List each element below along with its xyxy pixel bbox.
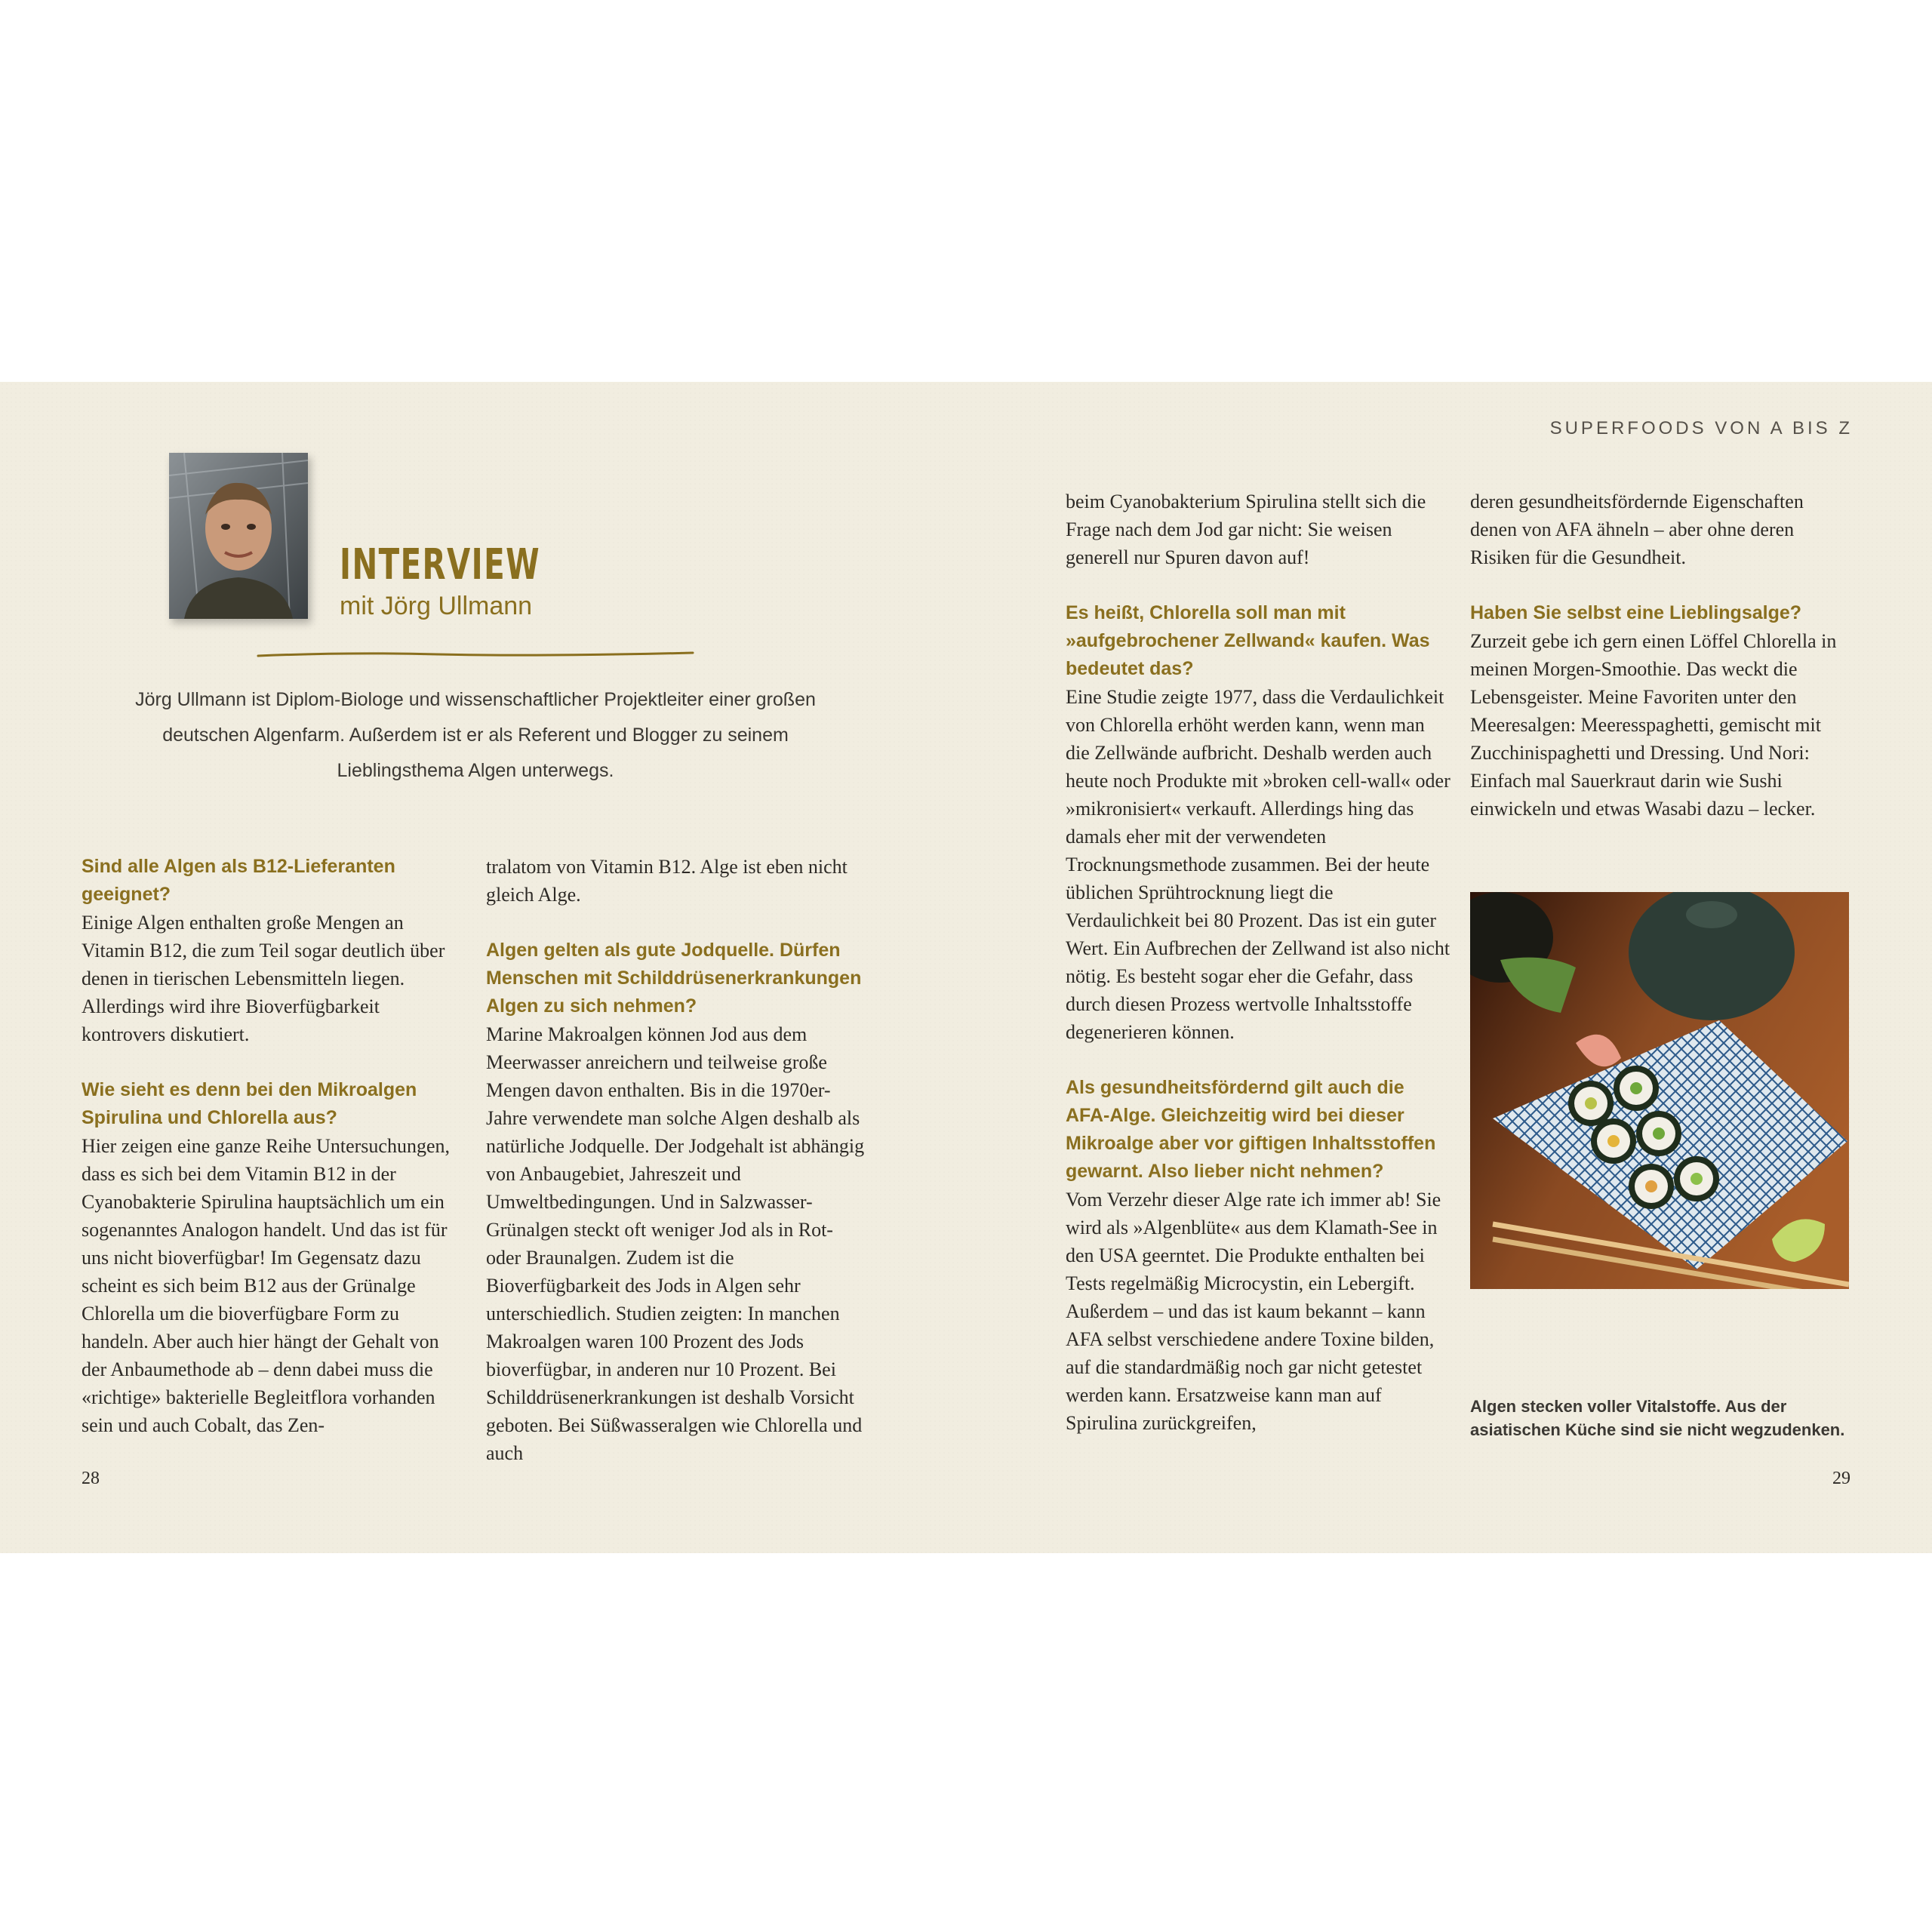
- question: Algen gelten als gute Jodquelle. Dürfen Menschen mit Schilddrüsenerkrankungen Algen zu sich nehmen?: [486, 940, 862, 1017]
- column-4: [1470, 488, 1855, 823]
- column-2: [486, 853, 871, 1467]
- column-3: [1066, 488, 1451, 1437]
- answer: Eine Studie zeigte 1977, dass die Verdaulichkeit von Chlorella erhöht werden kann, wenn man die Zellwände aufbricht. Deshalb werden auch heute noch Produkte mit »broken cell-wall« oder »mikronisiert« verkauft. Allerdings hing das damals eher mit der verwendeten Trocknungsmethode zusammen. Bei der heute üblichen Sprühtrocknung liegt die Verdaulichkeit bei 80 Prozent. Das ist ein guter Wert. Ein Aufbrechen der Zellwand ist also nicht nötig. Es besteht sogar eher die Gefahr, dass durch diesen Prozess wertvolle Inhaltsstoffe degenerieren können.: [1066, 686, 1451, 1043]
- interview-title: INTERVIEW: [340, 540, 541, 589]
- page-number-right: 29: [1832, 1469, 1850, 1488]
- question: Wie sieht es denn bei den Mikroalgen Spirulina und Chlorella aus?: [82, 1079, 417, 1128]
- interview-subtitle: mit Jörg Ullmann: [340, 592, 533, 620]
- running-head: SUPERFOODS VON A BIS Z: [1549, 418, 1853, 438]
- answer: deren gesundheitsfördernde Eigenschaften denen von AFA ähneln – aber ohne deren Risiken für die Gesundheit.: [1470, 491, 1804, 568]
- book-spread: [0, 382, 1932, 1553]
- photo-caption: Algen stecken voller Vitalstoffe. Aus der asiatischen Küche sind sie nicht wegzudenken.: [1470, 1397, 1845, 1439]
- question: Haben Sie selbst eine Lieblingsalge?: [1470, 602, 1802, 623]
- question: Als gesundheitsfördernd gilt auch die AFA-Alge. Gleichzeitig wird bei dieser Mikroalge aber vor giftigen Inhaltsstoffen gewarnt. Also lieber nicht nehmen?: [1066, 1077, 1436, 1182]
- column-1: [82, 853, 466, 1439]
- question: Es heißt, Chlorella soll man mit »aufgebrochener Zellwand« kaufen. Was bedeutet das?: [1066, 602, 1430, 679]
- intro-text: Jörg Ullmann ist Diplom-Biologe und wissenschaftlicher Projektleiter einer großen deutschen Algenfarm. Außerdem ist er als Referent und Blogger zu seinem Lieblingsthema Algen unterwegs.: [135, 689, 816, 781]
- divider-brush-line: [257, 649, 694, 660]
- answer: tralatom von Vitamin B12. Alge ist eben nicht gleich Alge.: [486, 856, 848, 906]
- answer: Marine Makroalgen können Jod aus dem Meerwasser anreichern und teilweise große Mengen davon enthalten. Bis in die 1970er-Jahre verwendete man solche Algen deshalb als natürliche Jodquelle. Der Jodgehalt ist abhängig von Anbaugebiet, Jahreszeit und Umweltbedingungen. Und in Salzwasser-Grünalgen steckt oft weniger Jod als in Rot- oder Braunalgen. Zudem ist die Bioverfügbarkeit des Jods in Algen sehr unterschiedlich. Studien zeigten: In manchen Makroalgen waren 100 Prozent des Jods bioverfügbar, in anderen nur 10 Prozent. Bei Schilddrüsenerkrankungen ist deshalb Vorsicht geboten. Bei Süßwasseralgen wie Chlorella und auch: [486, 1023, 865, 1464]
- answer: beim Cyanobakterium Spirulina stellt sich die Frage nach dem Jod gar nicht: Sie weisen generell nur Spuren davon auf!: [1066, 491, 1426, 568]
- answer: Einige Algen enthalten große Mengen an Vitamin B12, die zum Teil sogar deutlich über denen in tierischen Lebensmitteln liegen. Allerdings wird ihre Bioverfügbarkeit kontrovers diskutiert.: [82, 912, 445, 1045]
- sushi-photo: [1470, 892, 1849, 1289]
- answer: Vom Verzehr dieser Alge rate ich immer ab! Sie wird als »Algenblüte« aus dem Klamath-See in den USA geerntet. Die Produkte enthalten bei Tests regelmäßig Microcystin, ein Lebergift. Außerdem – und das ist kaum bekannt – kann AFA selbst verschiedene andere Toxine bilden, auf die standardmäßig noch gar nicht getestet werden kann. Ersatzweise kann man auf Spirulina zurückgreifen,: [1066, 1189, 1441, 1434]
- question: Sind alle Algen als B12-Lieferanten geeignet?: [82, 856, 395, 905]
- answer: Zurzeit gebe ich gern einen Löffel Chlorella in meinen Morgen-Smoothie. Das weckt die Lebensgeister. Meine Favoriten unter den Meeresalgen: Meeresspaghetti, gemischt mit Zucchinispaghetti und Dressing. Und Nori: Einfach mal Sauerkraut darin wie Sushi einwickeln und etwas Wasabi dazu – lecker.: [1470, 630, 1837, 820]
- answer: Hier zeigen eine ganze Reihe Untersuchungen, dass es sich bei dem Vitamin B12 in der Cyanobakterie Spirulina hauptsächlich um ein sogenanntes Analogon handelt. Und das ist für uns nicht bioverfügbar! Im Gegensatz dazu scheint es sich beim B12 aus der Grünalge Chlorella um die bioverfügbare Form zu handeln. Aber auch hier hängt der Gehalt von der Anbaumethode ab – denn dabei muss die «richtige» bakterielle Begleitflora vorhanden sein und auch Cobalt, das Zen-: [82, 1135, 451, 1436]
- page-number-left: 28: [82, 1469, 100, 1488]
- author-portrait: [169, 453, 308, 619]
